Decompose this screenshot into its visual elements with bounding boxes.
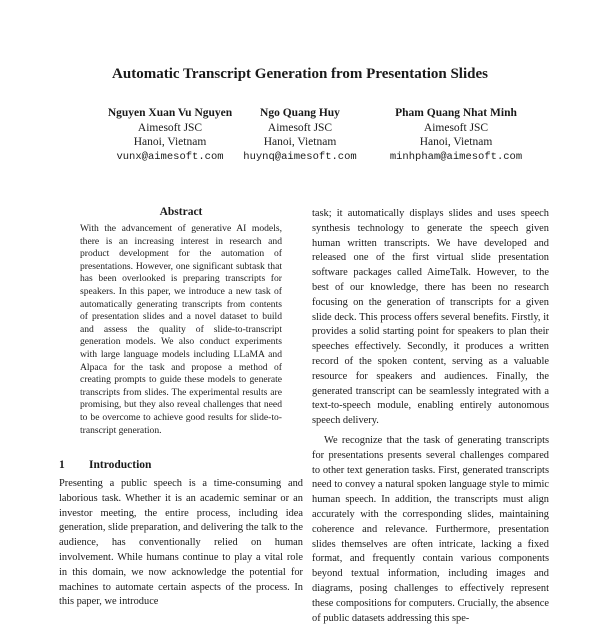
introduction-text: Presenting a public speech is a time-consuming and laborious task. Whether it is an academic seminar or an investor meeting, the entire process, including idea generation, slide preparation, and delivering the talk to the audience, has conventionally relied on human involvement. While humans continue to play a vital role in this domain, we now acknowledge the potential for machines to automate certain aspects of the process. In this paper, we introduce	[59, 478, 303, 608]
paragraph: We recognize that the task of generating transcripts for presentations presents several challenges compared to other text generation tasks. First, generated transcripts need to convey a natural spoken language style to mimic human speech. In addition, the transcripts must align accurately with the corresponding slides, maintaining coherence and relevance. Furthermore, presentation slides themselves are often intricate, lacking a fixed format, and frequently contain various components beyond textual information, including images and diagrams, posing challenges to effectively represent these compositions for computers. Crucially, the absence of public datasets addressing this spe-	[312, 434, 549, 624]
author-location: Hanoi, Vietnam	[133, 136, 207, 148]
author-affiliation: Aimesoft JSC	[423, 121, 489, 134]
section-title: Introduction	[89, 459, 152, 471]
abstract-heading: Abstract	[159, 206, 203, 218]
author-email[interactable]: huynq@aimesoft.com	[243, 150, 357, 163]
author-location: Hanoi, Vietnam	[419, 136, 493, 148]
author-3	[356, 106, 556, 164]
author-location: Hanoi, Vietnam	[263, 136, 337, 148]
author-email[interactable]: vunx@aimesoft.com	[116, 150, 224, 163]
right-column	[312, 207, 549, 624]
abstract-text: With the advancement of generative AI models, there is an increasing interest in research and product development for the automation of presentations. However, one significant subtask that has been overlooked is preparing transcripts for speakers. In this paper, we introduce a new task of automatically generating transcripts from contents of presentation slides and a novel dataset to build and assess the quality of slide-to-transcript generation models. We also conduct experiments with large language models including LLaMA and Alpaca for the task and propose a method of creating prompts to guide these models to generate transcripts from slides. The experimental results are promising, but they also reveal challenges that need to be overcome to achieve good results for slide-to-transcript generation.	[80, 223, 282, 436]
section-heading-introduction	[59, 458, 151, 472]
author-affiliation: Aimesoft JSC	[137, 121, 203, 134]
author-name: Pham Quang Nhat Minh	[395, 107, 517, 119]
paragraph: task; it automatically displays slides and uses speech synthesis technology to generate the speech given human written transcripts. We have developed and released one of the first virtual slide presentation software packages called AimeTalk. However, to the best of our knowledge, there has been no research focusing on the generation of transcripts for a given slide deck. This process offers several benefits. Firstly, it provides a solid starting point for speakers to plan their speeches effectively. Secondly, it produces a written record of the spoken content, serving as a valuable resource for speakers and audiences. Finally, the generated transcript can be seamlessly integrated with a text-to-speech module, enabling entirely autonomous speech delivery.	[312, 208, 549, 427]
paper-title: Automatic Transcript Generation from Presentation Slides	[112, 66, 488, 82]
author-name: Ngo Quang Huy	[260, 107, 340, 119]
author-affiliation: Aimesoft JSC	[267, 121, 333, 134]
section-number: 1	[59, 459, 65, 471]
author-name: Nguyen Xuan Vu Nguyen	[107, 107, 233, 119]
author-email[interactable]: minhpham@aimesoft.com	[389, 150, 523, 163]
